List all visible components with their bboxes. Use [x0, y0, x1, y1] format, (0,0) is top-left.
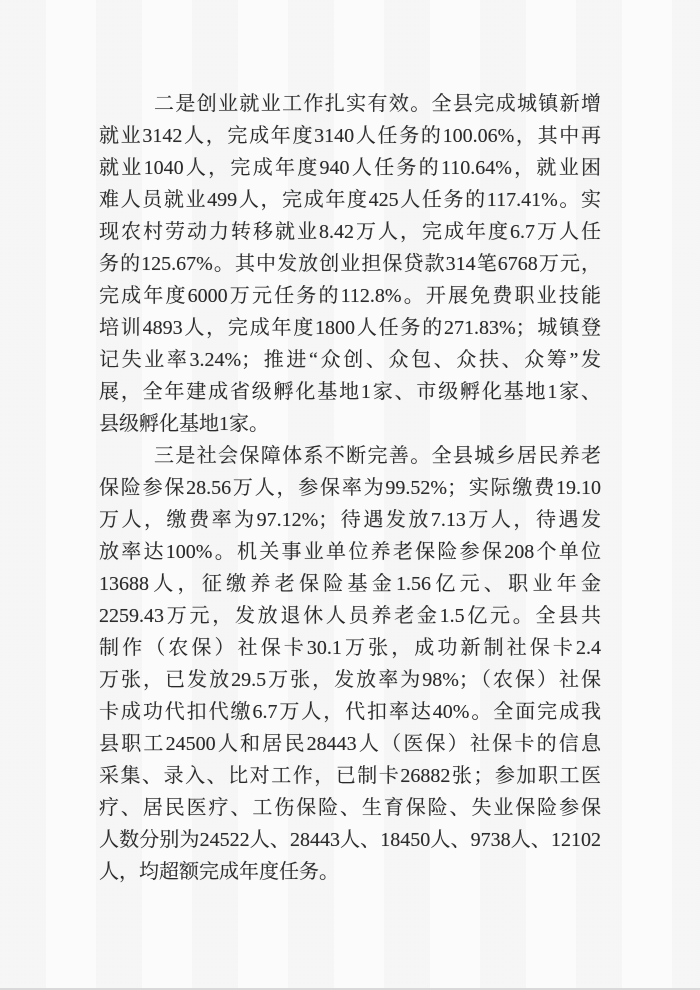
text-line: 13688人，征缴养老保险基金1.56亿元、职业年金 [99, 573, 601, 595]
text-line: 三是社会保障体系不断完善。全县城乡居民养老 [154, 445, 601, 467]
text-line: 保险参保28.56万人，参保率为99.52%；实际缴费19.10 [99, 477, 601, 499]
text-line: 县级孵化基地1家。 [99, 413, 269, 435]
paragraph [99, 88, 601, 440]
text-line: 2259.43万元，发放退休人员养老金1.5亿元。全县共 [99, 605, 601, 627]
text-line: 务的125.67%。其中发放创业担保贷款314笔6768万元， [99, 253, 601, 275]
text-line: 县职工24500人和居民28443人（医保）社保卡的信息 [99, 733, 601, 755]
text-line: 就业3142人，完成年度3140人任务的100.06%，其中再 [99, 125, 601, 147]
text-line: 难人员就业499人，完成年度425人任务的117.41%。实 [99, 189, 601, 211]
text-line: 展，全年建成省级孵化基地1家、市级孵化基地1家、 [99, 381, 601, 403]
paragraph [99, 440, 601, 888]
text-line: 万张，已发放29.5万张，发放率为98%；（农保）社保 [99, 669, 601, 691]
text-line: 二是创业就业工作扎实有效。全县完成城镇新增 [154, 93, 601, 115]
text-line: 放率达100%。机关事业单位养老保险参保208个单位 [99, 541, 601, 563]
text-line: 培训4893人，完成年度1800人任务的271.83%；城镇登 [99, 317, 601, 339]
text-line: 记失业率3.24%；推进“众创、众包、众扶、众筹”发 [99, 349, 601, 371]
text-line: 万人，缴费率为97.12%；待遇发放7.13万人，待遇发 [99, 509, 601, 531]
text-line: 卡成功代扣代缴6.7万人，代扣率达40%。全面完成我 [99, 701, 601, 723]
document-text [99, 88, 601, 888]
text-line: 人数分别为24522人、28443人、18450人、9738人、12102 [99, 829, 601, 851]
text-line: 完成年度6000万元任务的112.8%。开展免费职业技能 [99, 285, 601, 307]
text-line: 人，均超额完成年度任务。 [99, 861, 339, 883]
text-line: 采集、录入、比对工作，已制卡26882张；参加职工医 [99, 765, 601, 787]
text-line: 疗、居民医疗、工伤保险、生育保险、失业保险参保 [99, 797, 601, 819]
text-line: 制作（农保）社保卡30.1万张，成功新制社保卡2.4 [99, 637, 601, 659]
text-line: 现农村劳动力转移就业8.42万人，完成年度6.7万人任 [99, 221, 601, 243]
text-line: 就业1040人，完成年度940人任务的110.64%，就业困 [99, 157, 601, 179]
